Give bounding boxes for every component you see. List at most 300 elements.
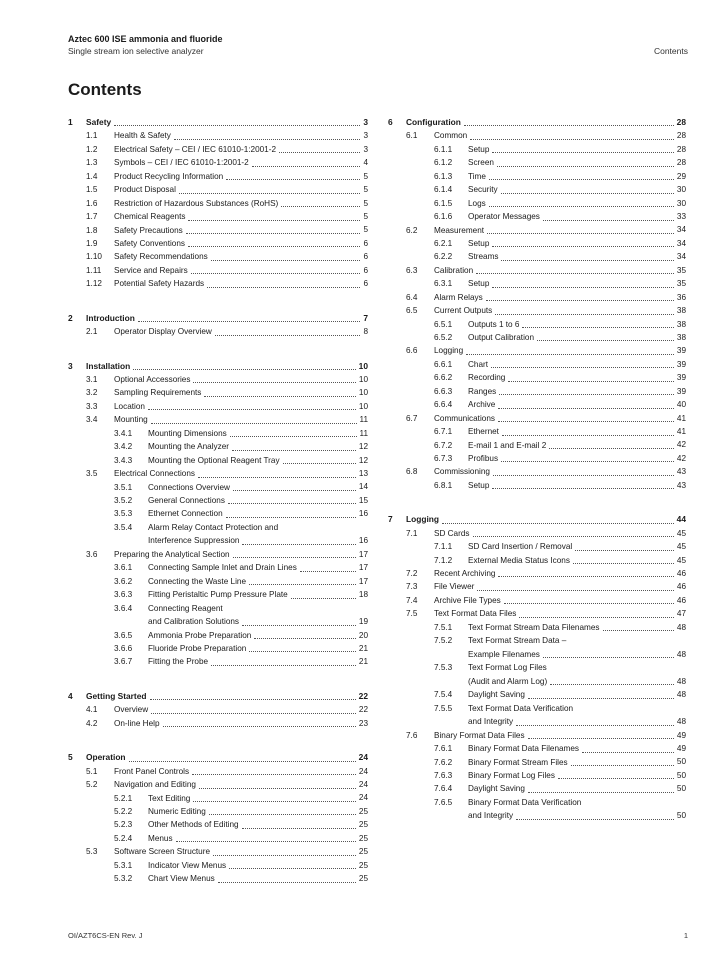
- toc-entry-title: Binary Format Data Verification: [468, 797, 582, 807]
- toc-entry[interactable]: [388, 250, 686, 263]
- toc-entry-page: 11: [359, 428, 368, 438]
- toc-entry[interactable]: [388, 540, 686, 553]
- toc-entry-title: (Audit and Alarm Log): [468, 676, 548, 686]
- dot-leader: [508, 381, 674, 382]
- dot-leader: [473, 536, 674, 537]
- toc-entry-number: 6.1.4: [434, 185, 453, 195]
- toc-entry[interactable]: [68, 129, 368, 142]
- dot-leader: [226, 179, 360, 180]
- toc-entry-page: 40: [676, 400, 686, 410]
- toc-entry-number: 6: [388, 117, 393, 127]
- toc-entry-number: 7.1: [406, 528, 418, 538]
- toc-entry-number: 6.1.6: [434, 212, 453, 222]
- toc-entry-number: 3.5.2: [114, 495, 133, 505]
- toc-entry[interactable]: [68, 427, 368, 440]
- toc-entry[interactable]: [68, 237, 368, 250]
- toc-entry-title: External Media Status Icons: [468, 555, 570, 565]
- toc-entry-title: Installation: [86, 360, 131, 371]
- dot-leader: [193, 382, 355, 383]
- toc-entry[interactable]: [388, 580, 686, 593]
- toc-entry-title: Product Disposal: [114, 185, 176, 195]
- toc-entry-page: 34: [676, 252, 686, 262]
- toc-entry[interactable]: [68, 197, 368, 210]
- toc-entry-page: 25: [358, 860, 368, 870]
- toc-entry-number: 1.10: [86, 252, 102, 262]
- dot-leader: [174, 139, 361, 140]
- toc-entry-title: Mounting: [114, 415, 148, 425]
- toc-entry-number: 1.8: [86, 225, 98, 235]
- toc-entry[interactable]: [68, 507, 368, 520]
- toc-entry-page: 25: [358, 847, 368, 857]
- toc-entry[interactable]: [68, 872, 368, 885]
- toc-entry-page: 28: [676, 116, 686, 127]
- toc-entry[interactable]: [68, 183, 368, 196]
- toc-entry[interactable]: [68, 143, 368, 156]
- dot-leader: [501, 461, 674, 462]
- toc-entry-title: Safety Recommendations: [114, 252, 208, 262]
- toc-entry[interactable]: [68, 703, 368, 716]
- dot-leader: [489, 206, 674, 207]
- toc-entry[interactable]: [68, 312, 368, 325]
- toc-entry-page: 12: [358, 442, 368, 452]
- toc-entry[interactable]: [68, 325, 368, 338]
- toc-entry[interactable]: [68, 717, 368, 730]
- toc-entry-title: and Integrity: [468, 811, 514, 821]
- toc-entry-number: 5.3: [86, 847, 98, 857]
- dot-leader: [477, 590, 674, 591]
- toc-entry[interactable]: [388, 385, 686, 398]
- dot-leader: [249, 651, 356, 652]
- toc-entry-title: Binary Format Log Files: [468, 770, 555, 780]
- toc-entry-page: 12: [358, 455, 368, 465]
- toc-entry-title: Overview: [114, 705, 149, 715]
- toc-entry[interactable]: [68, 440, 368, 453]
- toc-entry[interactable]: [388, 143, 686, 156]
- toc-entry-number: 4.1: [86, 705, 98, 715]
- toc-entry-title: Archive: [468, 400, 496, 410]
- dot-leader: [571, 765, 674, 766]
- toc-entry[interactable]: [68, 373, 368, 386]
- toc-entry-page: 46: [676, 582, 686, 592]
- toc-entry[interactable]: [388, 170, 686, 183]
- toc-entry[interactable]: [388, 554, 686, 567]
- toc-entry-page: 3: [363, 131, 368, 141]
- toc-entry-title: Optional Accessories: [114, 375, 191, 384]
- toc-entry-title: File Viewer: [434, 582, 475, 592]
- toc-entry-title: Product Recycling Information: [114, 171, 224, 181]
- toc-entry-title: Symbols – CEI / IEC 61010-1:2001-2: [114, 158, 249, 168]
- dot-leader: [242, 828, 356, 829]
- toc-entry-number: 4: [68, 690, 73, 701]
- toc-entry-title: Potential Safety Hazards: [114, 279, 205, 289]
- toc-entry[interactable]: [388, 594, 686, 607]
- toc-entry-page: 33: [676, 212, 686, 222]
- toc-entry[interactable]: [68, 690, 368, 703]
- toc-entry-page: 19: [358, 617, 368, 627]
- toc-entry[interactable]: [68, 575, 368, 588]
- toc-left-column: [68, 116, 368, 907]
- toc-entry-number: 2: [68, 312, 73, 323]
- toc-entry[interactable]: [388, 769, 686, 782]
- toc-entry-number: 6.1: [406, 131, 418, 141]
- toc-entry-number: 6.6.3: [434, 386, 453, 396]
- toc-entry-title: Daylight Saving: [468, 690, 525, 700]
- toc-entry-title: Text Format Data Verification: [468, 703, 574, 713]
- toc-entry-page: 38: [676, 319, 686, 329]
- dot-leader: [492, 488, 673, 489]
- toc-entry-title: Configuration: [406, 117, 461, 127]
- toc-entry-number: 6.7.2: [434, 440, 453, 450]
- footer-doc-number: OI/AZT6CS-EN Rev. J: [68, 931, 143, 940]
- toc-entry-title: Daylight Saving: [468, 784, 525, 794]
- dot-leader: [192, 774, 356, 775]
- toc-entry-number: 6.6: [406, 346, 418, 356]
- dot-leader: [498, 408, 674, 409]
- toc-entry-page: 24: [358, 780, 368, 790]
- toc-entry-page: 41: [676, 427, 686, 437]
- toc-entry[interactable]: [68, 561, 368, 574]
- dot-leader: [470, 139, 674, 140]
- toc-entry-page: 10: [358, 401, 368, 411]
- toc-entry[interactable]: [388, 567, 686, 580]
- toc-entry[interactable]: [68, 250, 368, 263]
- toc-entry-title: Security: [468, 185, 498, 195]
- dot-leader: [193, 801, 356, 802]
- dot-leader: [516, 725, 674, 726]
- dot-leader: [573, 563, 674, 564]
- toc-entry[interactable]: [68, 481, 368, 494]
- toc-entry-page: 6: [363, 279, 368, 289]
- toc-entry-title: Ethernet: [468, 427, 499, 437]
- dot-leader: [281, 206, 360, 207]
- toc-entry-number: 3.4: [86, 415, 98, 425]
- toc-entry-title: Recent Archiving: [434, 569, 496, 578]
- toc-entry[interactable]: [388, 264, 686, 277]
- toc-entry-title: SD Cards: [434, 528, 470, 538]
- toc-entry[interactable]: [68, 156, 368, 169]
- toc-entry-number: 6.7.1: [434, 427, 453, 437]
- toc-entry[interactable]: [388, 210, 686, 223]
- toc-entry[interactable]: [388, 331, 686, 344]
- toc-entry[interactable]: [388, 412, 686, 425]
- toc-entry[interactable]: [388, 318, 686, 331]
- toc-entry[interactable]: [388, 439, 686, 452]
- toc-entry-number: 6.5: [406, 306, 418, 316]
- toc-entry-title: Fluoride Probe Preparation: [148, 644, 247, 653]
- toc-entry-number: 1.12: [86, 279, 102, 289]
- toc-entry-page: 13: [358, 469, 368, 479]
- footer-page-number: 1: [683, 931, 688, 940]
- toc-entry[interactable]: [68, 210, 368, 223]
- toc-section: [68, 312, 368, 339]
- toc-entry[interactable]: [388, 183, 686, 196]
- toc-entry[interactable]: [388, 634, 686, 661]
- toc-entry-title: Electrical Connections: [114, 469, 196, 479]
- toc-entry-title: Text Format Log Files: [468, 663, 547, 673]
- toc-entry-page: 28: [676, 158, 686, 168]
- toc-entry-title: Text Format Data Files: [434, 609, 517, 619]
- toc-entry-title: Ethernet Connection: [148, 509, 223, 519]
- toc-entry[interactable]: [388, 607, 686, 620]
- dot-leader: [151, 713, 356, 714]
- toc-entry[interactable]: [388, 688, 686, 701]
- toc-entry[interactable]: [68, 413, 368, 426]
- toc-entry-title: Setup: [468, 238, 490, 248]
- toc-entry-title: Chart: [468, 359, 489, 369]
- toc-entry-page: 39: [676, 386, 686, 396]
- toc-entry-title: Operator Messages: [468, 212, 540, 222]
- toc-entry[interactable]: [388, 742, 686, 755]
- dot-leader: [442, 523, 674, 524]
- toc-entry-title: Logging: [434, 346, 464, 356]
- dot-leader: [151, 423, 357, 424]
- dot-leader: [528, 738, 674, 739]
- toc-entry[interactable]: [388, 513, 686, 526]
- toc-entry-number: 7.6.1: [434, 744, 453, 754]
- toc-entry[interactable]: [388, 796, 686, 823]
- toc-entry[interactable]: [388, 782, 686, 795]
- toc-entry[interactable]: [388, 527, 686, 540]
- dot-leader: [491, 367, 674, 368]
- toc-entry-number: 3.6.5: [114, 630, 133, 640]
- toc-entry[interactable]: [68, 778, 368, 791]
- toc-entry[interactable]: [388, 479, 686, 492]
- toc-entry[interactable]: [388, 452, 686, 465]
- toc-entry[interactable]: [68, 116, 368, 129]
- toc-entry-number: 3: [68, 360, 73, 371]
- toc-entry[interactable]: [388, 756, 686, 769]
- toc-entry-page: 43: [676, 480, 686, 490]
- toc-entry-number: 3.6: [86, 549, 98, 559]
- toc-entry-page: 30: [676, 198, 686, 208]
- toc-entry-page: 48: [676, 717, 686, 727]
- toc-entry[interactable]: [68, 170, 368, 183]
- toc-entry-title: Alarm Relay Contact Protection and: [148, 522, 279, 532]
- toc-entry[interactable]: [68, 386, 368, 399]
- toc-entry[interactable]: [68, 467, 368, 480]
- toc-entry[interactable]: [68, 805, 368, 818]
- toc-entry-title: Other Methods of Editing: [148, 820, 239, 830]
- dot-leader: [501, 260, 673, 261]
- toc-entry-page: 46: [676, 595, 686, 605]
- toc-entry-number: 1: [68, 117, 73, 127]
- dot-leader: [492, 246, 673, 247]
- toc-entry-page: 48: [676, 622, 686, 632]
- toc-entry-page: 43: [676, 467, 686, 477]
- toc-entry[interactable]: [68, 588, 368, 601]
- toc-entry[interactable]: [388, 156, 686, 169]
- dot-leader: [129, 761, 356, 762]
- toc-entry-title: Binary Format Data Filenames: [468, 744, 580, 754]
- toc-entry-number: 6.5.2: [434, 333, 453, 342]
- toc-entry[interactable]: [68, 224, 368, 237]
- toc-entry-number: 1.6: [86, 198, 98, 208]
- toc-entry-title: Binary Format Stream Files: [468, 757, 568, 767]
- toc-entry[interactable]: [68, 454, 368, 467]
- toc-entry-page: 18: [358, 590, 368, 600]
- toc-entry-number: 7.3: [406, 582, 418, 592]
- toc-entry-number: 6.6.2: [434, 373, 453, 383]
- toc-entry-title: Connecting the Waste Line: [148, 576, 247, 586]
- toc-entry[interactable]: [388, 398, 686, 411]
- dot-leader: [198, 477, 356, 478]
- toc-entry-title: Common: [434, 131, 468, 141]
- toc-entry[interactable]: [68, 792, 368, 805]
- toc-entry-page: 8: [363, 327, 368, 337]
- toc-entry[interactable]: [68, 751, 368, 764]
- toc-entry[interactable]: [388, 621, 686, 634]
- toc-entry-title: Archive File Types: [434, 595, 501, 605]
- toc-entry-title: Logs: [468, 198, 486, 208]
- toc-entry-number: 3.3: [86, 401, 98, 411]
- toc-entry-title: Navigation and Editing: [114, 780, 196, 790]
- toc-entry-number: 4.2: [86, 718, 98, 728]
- toc-entry[interactable]: [68, 494, 368, 507]
- toc-entry-page: 34: [676, 225, 686, 235]
- toc-entry-number: 7.4: [406, 595, 418, 605]
- dot-leader: [215, 335, 361, 336]
- toc-entry[interactable]: [68, 818, 368, 831]
- toc-entry[interactable]: [68, 642, 368, 655]
- toc-entry[interactable]: [68, 548, 368, 561]
- dot-leader: [207, 287, 360, 288]
- toc-entry-number: 6.8.1: [434, 480, 453, 490]
- toc-entry[interactable]: [388, 702, 686, 729]
- dot-leader: [522, 327, 673, 328]
- dot-leader: [138, 321, 360, 322]
- toc-entry-number: 7.1.1: [434, 542, 453, 552]
- toc-entry-title: Safety: [86, 117, 112, 127]
- toc-entry[interactable]: [388, 358, 686, 371]
- toc-entry-number: 3.6.1: [114, 563, 133, 573]
- dot-leader: [186, 233, 361, 234]
- toc-entry-number: 6.7.3: [434, 453, 453, 463]
- toc-entry[interactable]: [68, 765, 368, 778]
- toc-entry-number: 7.6.3: [434, 770, 453, 780]
- toc-entry-number: 6.3: [406, 265, 418, 275]
- toc-entry[interactable]: [68, 277, 368, 290]
- toc-entry-title: Fitting Peristaltic Pump Pressure Plate: [148, 590, 288, 600]
- toc-entry-page: 10: [358, 360, 368, 371]
- toc-entry-page: 44: [676, 514, 686, 525]
- toc-entry-title: Setup: [468, 144, 490, 154]
- toc-entry[interactable]: [388, 304, 686, 317]
- toc-entry[interactable]: [68, 264, 368, 277]
- toc-entry-page: 6: [363, 238, 368, 248]
- toc-entry[interactable]: [388, 291, 686, 304]
- dot-leader: [497, 166, 674, 167]
- toc-entry[interactable]: [68, 400, 368, 413]
- dot-leader: [230, 436, 357, 437]
- toc-entry-number: 7.6: [406, 730, 418, 740]
- toc-entry-number: 5.2.3: [114, 820, 133, 830]
- toc-entry[interactable]: [68, 859, 368, 872]
- toc-entry-page: 48: [676, 676, 686, 686]
- toc-entry-number: 1.9: [86, 238, 98, 248]
- toc-entry[interactable]: [388, 344, 686, 357]
- toc-entry-number: 6.2.1: [434, 238, 453, 248]
- toc-entry-page: 20: [358, 630, 368, 640]
- toc-entry-title: Streams: [468, 252, 499, 262]
- running-section-title: Contents: [653, 46, 688, 56]
- dot-leader: [279, 152, 360, 153]
- toc-entry[interactable]: [388, 425, 686, 438]
- dot-leader: [148, 409, 356, 410]
- toc-entry-title: Output Calibration: [468, 333, 534, 342]
- toc-entry-page: 11: [359, 415, 368, 425]
- toc-entry-number: 7.2: [406, 569, 418, 578]
- toc-entry-page: 6: [363, 265, 368, 275]
- toc-entry-page: 10: [358, 388, 368, 398]
- toc-entry[interactable]: [68, 832, 368, 845]
- toc-entry[interactable]: [68, 360, 368, 373]
- toc-entry[interactable]: [388, 197, 686, 210]
- dot-leader: [558, 778, 674, 779]
- toc-entry-page: 36: [676, 292, 686, 302]
- toc-entry-number: 6.3.1: [434, 279, 453, 289]
- toc-entry-page: 3: [363, 116, 368, 127]
- toc-entry-page: 50: [676, 784, 686, 794]
- dot-leader: [199, 788, 356, 789]
- toc-entry[interactable]: [388, 465, 686, 478]
- toc-entry[interactable]: [388, 661, 686, 688]
- toc-entry-page: 5: [363, 212, 368, 222]
- dot-leader: [233, 557, 356, 558]
- toc-entry[interactable]: [68, 845, 368, 858]
- toc-entry-title: Text Format Stream Data Filenames: [468, 622, 600, 632]
- toc-entry[interactable]: [388, 224, 686, 237]
- dot-leader: [233, 490, 356, 491]
- toc-entry[interactable]: [388, 129, 686, 142]
- dot-leader: [550, 684, 674, 685]
- toc-entry-number: 6.2: [406, 225, 418, 235]
- toc-entry-number: 7: [388, 514, 393, 525]
- toc-entry-page: 29: [676, 171, 686, 181]
- toc-entry-title: Safety Precautions: [114, 225, 183, 235]
- toc-entry-title: Recording: [468, 373, 506, 383]
- toc-entry[interactable]: [388, 729, 686, 742]
- toc-entry-number: 7.5.2: [434, 636, 453, 646]
- toc-entry[interactable]: [388, 237, 686, 250]
- toc-entry[interactable]: [68, 655, 368, 668]
- toc-entry-title: Electrical Safety – CEI / IEC 61010-1:2001-2: [114, 144, 277, 154]
- document-subtitle: Single stream ion selective analyzer: [68, 46, 204, 56]
- toc-entry-number: 3.1: [86, 375, 98, 384]
- toc-entry[interactable]: [68, 521, 368, 548]
- toc-entry[interactable]: [388, 277, 686, 290]
- toc-entry[interactable]: [388, 116, 686, 129]
- toc-entry-title: Sampling Requirements: [114, 388, 202, 398]
- toc-entry-title: Setup: [468, 480, 490, 490]
- dot-leader: [218, 882, 356, 883]
- dot-leader: [549, 448, 674, 449]
- toc-entry-title: Getting Started: [86, 690, 147, 701]
- toc-entry-page: 21: [358, 643, 368, 653]
- toc-entry-number: 6.1.3: [434, 171, 453, 181]
- toc-entry-page: 5: [363, 198, 368, 208]
- dot-leader: [493, 475, 674, 476]
- dot-leader: [528, 698, 674, 699]
- toc-entry[interactable]: [68, 602, 368, 629]
- toc-entry-page: 15: [358, 495, 368, 505]
- toc-entry-number: 3.4.2: [114, 442, 133, 452]
- toc-entry-title: Profibus: [468, 453, 499, 463]
- toc-entry-title: Connecting Sample Inlet and Drain Lines: [148, 563, 297, 573]
- dot-leader: [502, 435, 674, 436]
- dot-leader: [254, 638, 356, 639]
- toc-entry[interactable]: [68, 629, 368, 642]
- toc-entry[interactable]: [388, 371, 686, 384]
